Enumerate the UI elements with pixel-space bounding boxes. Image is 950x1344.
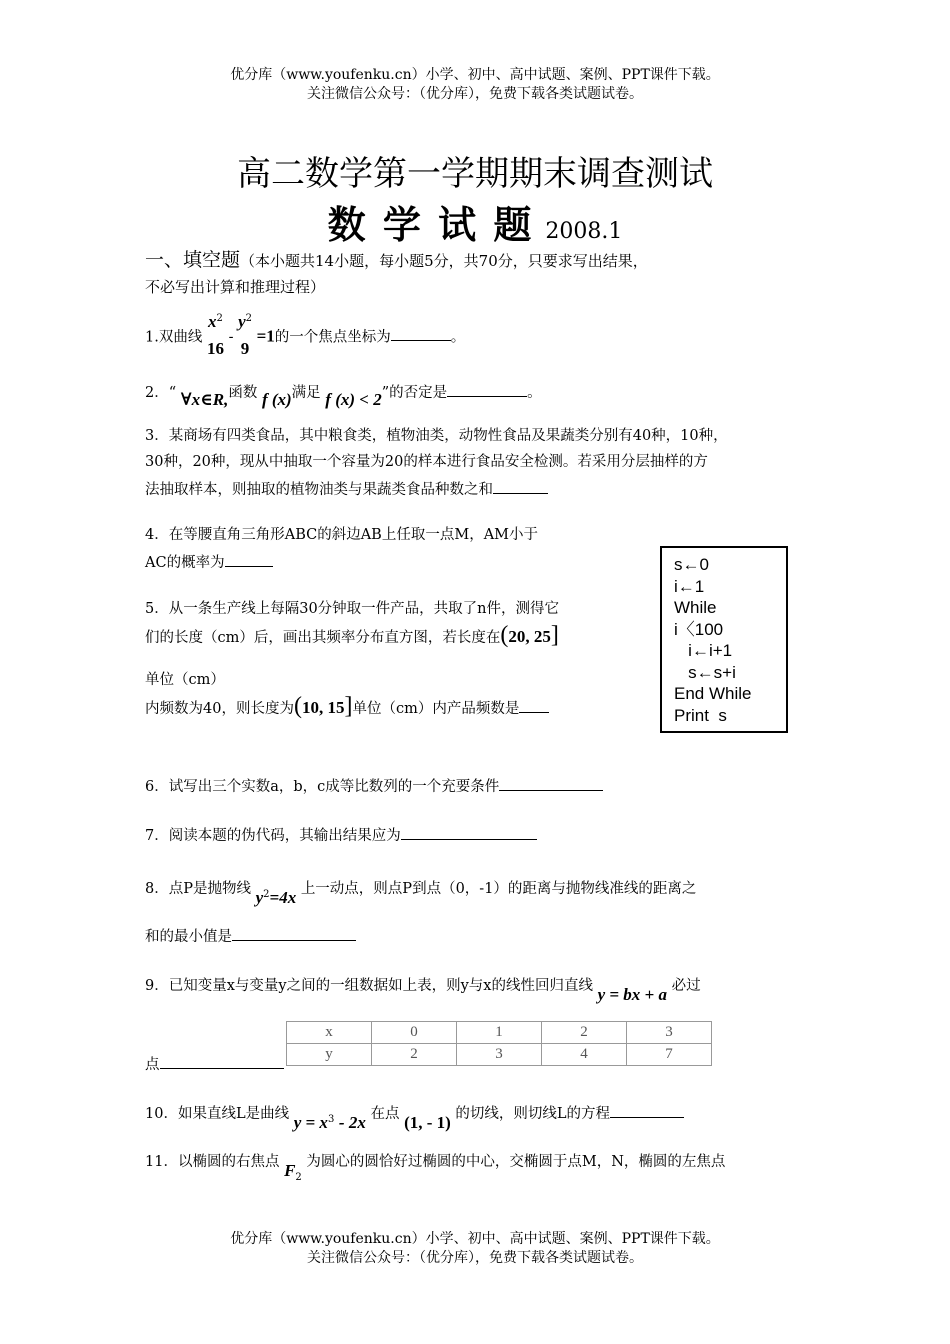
q6-answer-blank[interactable] xyxy=(499,772,603,791)
q10-answer-blank[interactable] xyxy=(610,1099,684,1118)
table-cell: 3 xyxy=(627,1022,712,1044)
q5-line-3: 单位（cm） xyxy=(145,672,225,688)
code-line: Print s xyxy=(674,705,727,725)
footer-line-1: 优分库（www.youfenku.cn）小学、初中、高中试题、案例、PPT课件下载。 xyxy=(230,1231,720,1247)
q2-forall: ∀x∈R, xyxy=(180,390,229,409)
q1-y: y xyxy=(238,311,246,331)
section-title: 一、填空题 xyxy=(145,249,241,271)
header-line-2: 关注微信公众号：（优分库），免费下载各类试题试卷。 xyxy=(307,86,643,102)
q2-answer-blank[interactable] xyxy=(447,378,527,397)
q8-answer-blank[interactable] xyxy=(232,922,356,941)
q3-line-1: 3．某商场有四类食品，其中粮食类，植物油类，动物性食品及果蔬类分别有40种，10种， xyxy=(145,428,728,444)
q5-interval-2-value: 10, 15 xyxy=(301,698,345,717)
q1-prefix: 1.双曲线 xyxy=(145,329,203,346)
q4-line-1: 4．在等腰直角三角形ABC的斜边AB上任取一点M，AM小于 xyxy=(145,527,539,543)
q4-line-2 xyxy=(145,548,655,576)
q3-answer-blank[interactable] xyxy=(493,475,548,494)
q8-sup: 2 xyxy=(263,889,270,900)
q10-mid: 在点 xyxy=(370,1105,400,1122)
q1-suffix: 的一个焦点坐标为 xyxy=(274,329,391,346)
q7-answer-blank[interactable] xyxy=(401,821,537,840)
table-cell: 7 xyxy=(627,1044,712,1066)
question-8 xyxy=(145,872,815,950)
code-line: i〈100 xyxy=(674,619,724,639)
q5-line-2-text: 们的长度（cm）后，画出其频率分布直方图，若长度在 xyxy=(145,630,501,646)
question-10 xyxy=(145,1097,815,1132)
question-9 xyxy=(145,972,815,1004)
q5-answer-blank[interactable] xyxy=(519,694,549,713)
q1-answer-blank[interactable] xyxy=(391,322,451,341)
table-cell: 2 xyxy=(372,1044,457,1066)
q11-suffix: 为圆心的圆恰好过椭圆的中心，交椭圆于点M，N，椭圆的左焦点 xyxy=(306,1154,726,1170)
table-cell: 1 xyxy=(457,1022,542,1044)
q11-sub: 2 xyxy=(295,1171,302,1183)
q1-x-sup: 2 xyxy=(216,313,223,324)
q1-x: x xyxy=(208,311,217,331)
q3-line-3 xyxy=(145,475,815,503)
table-cell: y xyxy=(287,1044,372,1066)
table-cell: 0 xyxy=(372,1022,457,1044)
q4-answer-blank[interactable] xyxy=(225,548,273,567)
q5-interval-1-value: 20, 25 xyxy=(508,627,551,646)
q1-fraction-y xyxy=(238,306,252,363)
question-1: 1.双曲线 $x^2$ $16 - y^2$ 9 =1的一个焦点坐标为 。 xyxy=(145,312,815,363)
pseudocode-box xyxy=(660,546,788,733)
q10-prefix: 10．如果直线L是曲线 xyxy=(145,1105,290,1122)
q5-line-1: 5．从一条生产线上每隔30分钟取一件产品，共取了n件，测得它 xyxy=(145,601,560,617)
q9-answer-blank[interactable] xyxy=(160,1050,284,1069)
q2-text-1: 函数 xyxy=(228,385,258,401)
code-line: s←0 xyxy=(674,555,709,574)
code-line: i←1 xyxy=(674,576,705,596)
q8-line-2-text: 和的最小值是 xyxy=(145,928,232,945)
code-line: i←i+1 xyxy=(674,641,733,660)
header-line-1: 优分库（www.youfenku.cn）小学、初中、高中试题、案例、PPT课件下载。 xyxy=(230,67,720,83)
section-heading xyxy=(145,248,815,300)
question-5 xyxy=(145,596,655,722)
q5-interval-2-close: ] xyxy=(344,693,353,719)
code-line: s←s+i xyxy=(674,662,736,682)
question-3 xyxy=(145,423,815,503)
q2-fx: f (x) xyxy=(261,390,292,409)
q10-eq-b: - 2x xyxy=(338,1112,366,1132)
q1-y-sup: 2 xyxy=(245,313,252,324)
q5-interval-2-open: ( xyxy=(293,693,302,719)
q5-line-4-text-b: 单位（cm）内产品频数是 xyxy=(352,701,520,717)
q9-suffix: 必过 xyxy=(671,978,701,994)
q8-line-1 xyxy=(145,872,815,907)
q5-interval-1-close: ] xyxy=(550,622,559,648)
q1-denominator-16: 16 xyxy=(206,338,224,358)
q5-line-4 xyxy=(145,693,655,722)
table-cell: 3 xyxy=(457,1044,542,1066)
data-table xyxy=(286,1021,712,1066)
footer-line-2: 关注微信公众号：（优分库），免费下载各类试题试卷。 xyxy=(307,1250,643,1266)
q5-interval-1-open: ( xyxy=(500,622,509,648)
exam-year: 2008.1 xyxy=(545,219,623,244)
table-cell: 4 xyxy=(542,1044,627,1066)
table-row xyxy=(287,1044,712,1066)
q4-line-2-text: AC的概率为 xyxy=(145,555,225,571)
q10-point: (1, - 1) xyxy=(404,1112,451,1132)
table-cell: x xyxy=(287,1022,372,1044)
question-2: 2．“ ∀x∈R,函数 f (x)满足 f (x) < 2”的否定是 。 xyxy=(145,378,815,406)
q9-line-2-text: 点 xyxy=(145,1057,160,1073)
question-7 xyxy=(145,821,815,849)
section-note-a: （本小题共14小题，每小题5分，共70分，只要求写出结果， xyxy=(240,252,648,270)
code-line: While xyxy=(674,598,717,617)
q2-suffix: ”的否定是 xyxy=(381,385,448,401)
q8-y: y xyxy=(255,887,264,907)
q2-text-2: 满足 xyxy=(291,385,321,401)
q8-prefix: 8．点P是抛物线 xyxy=(145,880,251,897)
q2-fx-lt-2: f (x) < 2 xyxy=(325,390,382,409)
q1-minus: - xyxy=(228,329,234,346)
q1-fraction-x xyxy=(207,306,224,363)
q8-rhs: =4x xyxy=(269,887,297,907)
question-4 xyxy=(145,522,655,576)
section-note-b: 不必写出计算和推理过程） xyxy=(145,278,326,296)
q9-prefix: 9．已知变量x与变量y之间的一组数据如上表，则y与x的线性回归直线 xyxy=(145,978,593,994)
q5-line-2 xyxy=(145,622,655,651)
subtitle-text: 数 学 试 题 xyxy=(327,202,534,247)
page-title: 高二数学第一学期期末调查测试 xyxy=(237,154,713,194)
q1-equals-one: =1 xyxy=(256,326,275,346)
q7-text: 7．阅读本题的伪代码，其输出结果应为 xyxy=(145,828,401,844)
question-11 xyxy=(145,1148,815,1181)
question-6 xyxy=(145,772,815,800)
q11-f: F xyxy=(284,1161,296,1180)
q10-equation xyxy=(293,1112,366,1132)
q10-sup: 3 xyxy=(327,1114,335,1125)
q5-line-4-text-a: 内频数为40，则长度为 xyxy=(145,701,294,717)
code-line: End While xyxy=(674,684,752,703)
table-cell: 2 xyxy=(542,1022,627,1044)
q9-equation: y = bx + a xyxy=(597,985,667,1004)
q3-line-3-text: 法抽取样本，则抽取的植物油类与果蔬类食品种数之和 xyxy=(145,482,493,498)
q11-focus xyxy=(284,1161,302,1183)
q8-suffix: 上一动点，则点P到点（0，-1）的距离与抛物线准线的距离之 xyxy=(300,880,697,897)
q8-equation xyxy=(255,887,297,907)
q6-text: 6．试写出三个实数a，b，c成等比数列的一个充要条件 xyxy=(145,779,500,795)
q8-line-2 xyxy=(145,922,815,950)
q2-prefix: 2．“ xyxy=(145,385,177,401)
q10-suffix: 的切线，则切线L的方程 xyxy=(455,1105,611,1122)
q10-eq-a: y = x xyxy=(293,1112,328,1132)
table-row xyxy=(287,1022,712,1044)
q3-line-2: 30种，20种，现从中抽取一个容量为20的样本进行食品安全检测。若采用分层抽样的方 xyxy=(145,454,708,470)
q1-denominator-9: 9 xyxy=(240,338,250,358)
q11-prefix: 11．以椭圆的右焦点 xyxy=(145,1154,280,1170)
